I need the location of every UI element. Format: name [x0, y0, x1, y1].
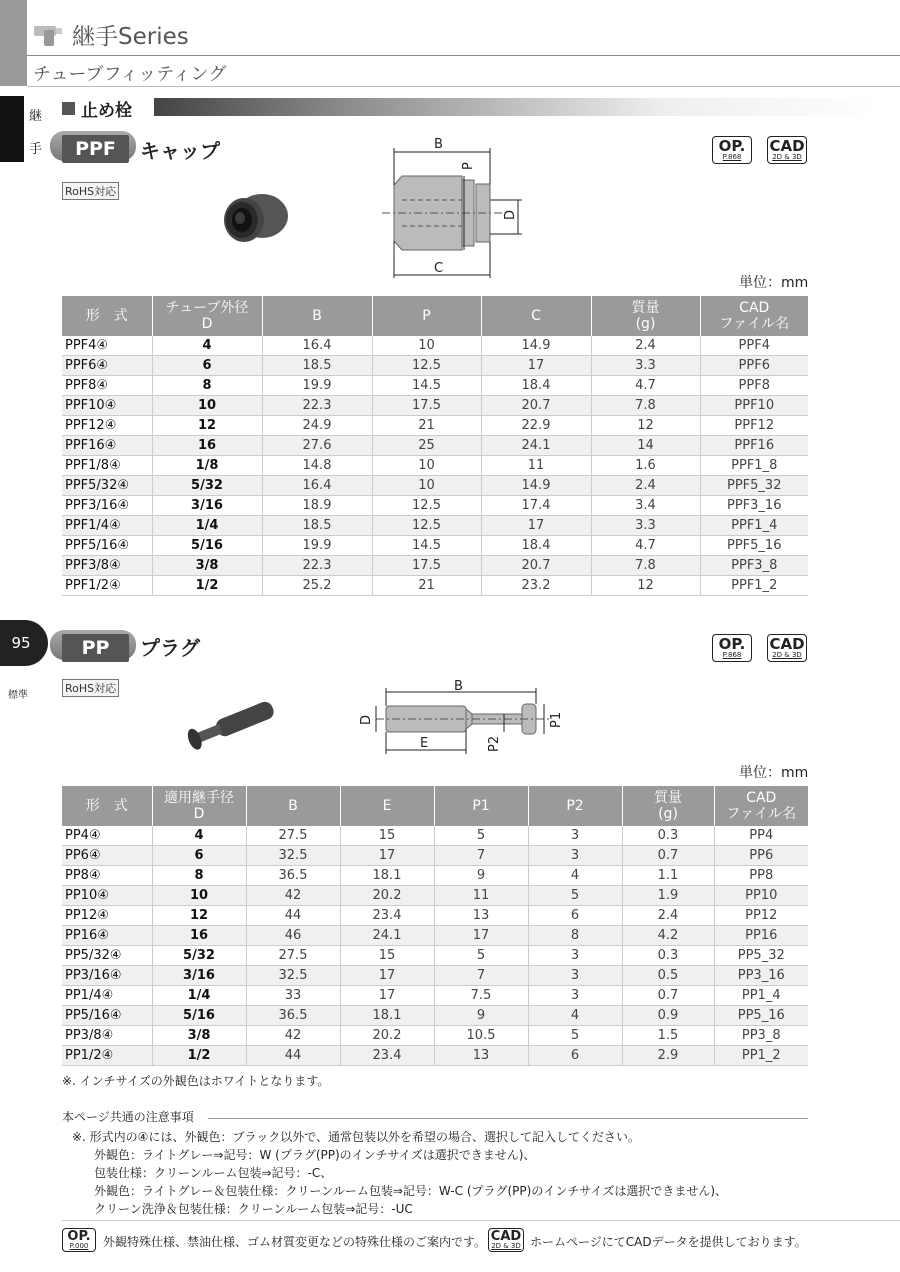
value-cell: 22.3 — [262, 556, 372, 576]
table-row — [62, 416, 808, 436]
value-cell: PPF8 — [700, 376, 808, 396]
pp-header-3: E — [340, 786, 434, 826]
value-cell: 7 — [434, 846, 528, 866]
cad-link-icon[interactable]: CAD 2D & 3D — [767, 136, 807, 164]
pp-inch-note: ※. インチサイズの外観色はホワイトとなります。 — [62, 1074, 330, 1088]
notes-line-1: ※. 形式内の④には、外観色：ブラック以外で、通常包装以外を希望の場合、選択して記入してください。 — [72, 1130, 640, 1144]
footer-divider — [62, 1220, 900, 1221]
ppf-unit-label: 単位：mm — [739, 275, 809, 291]
footer-cad-text: ホームページにてCADデータを提供しております。 — [530, 1235, 807, 1249]
pp-header-1: 適用継手径 D — [152, 786, 246, 826]
model-cell: PPF16④ — [62, 436, 152, 456]
value-cell: 18.1 — [340, 1006, 434, 1026]
value-cell: PP3_8 — [714, 1026, 808, 1046]
value-cell: 1/4 — [152, 516, 262, 536]
pp-product-photo — [178, 700, 283, 750]
pp-dim-b: B — [454, 679, 463, 694]
model-cell: PPF3/8④ — [62, 556, 152, 576]
model-cell: PPF8④ — [62, 376, 152, 396]
value-cell: 15 — [340, 826, 434, 846]
value-cell: 17 — [340, 846, 434, 866]
value-cell: 1/8 — [152, 456, 262, 476]
table-row — [62, 906, 808, 926]
table-row — [62, 1006, 808, 1026]
value-cell: 11 — [481, 456, 591, 476]
value-cell: PPF10 — [700, 396, 808, 416]
value-cell: 14.9 — [481, 476, 591, 496]
table-row — [62, 376, 808, 396]
value-cell: PP6 — [714, 846, 808, 866]
value-cell: 17 — [481, 516, 591, 536]
model-cell: PPF5/16④ — [62, 536, 152, 556]
value-cell: 17 — [340, 966, 434, 986]
value-cell: 13 — [434, 1046, 528, 1066]
value-cell: 3 — [528, 966, 622, 986]
model-cell: PPF1/2④ — [62, 576, 152, 596]
value-cell: 1/2 — [152, 1046, 246, 1066]
fitting-icon — [32, 22, 66, 48]
footer-op-text: 外観特殊仕様、禁油仕様、ゴム材質変更などの特殊仕様のご案内です。 — [103, 1235, 487, 1249]
table-row — [62, 336, 808, 356]
value-cell: 3/16 — [152, 496, 262, 516]
model-cell: PPF1/8④ — [62, 456, 152, 476]
model-cell: PP3/8④ — [62, 1026, 152, 1046]
ppf-dimension-drawing — [372, 130, 532, 280]
value-cell: PP5_32 — [714, 946, 808, 966]
ppf-product-photo — [210, 188, 290, 248]
pp-header-0: 形 式 — [62, 786, 152, 826]
model-cell: PP3/16④ — [62, 966, 152, 986]
value-cell: 9 — [434, 1006, 528, 1026]
value-cell: 17.5 — [372, 556, 481, 576]
value-cell: 5 — [434, 946, 528, 966]
value-cell: 16.4 — [262, 336, 372, 356]
value-cell: 0.7 — [622, 846, 714, 866]
value-cell: 13 — [434, 906, 528, 926]
value-cell: 3 — [528, 986, 622, 1006]
value-cell: 14.5 — [372, 536, 481, 556]
value-cell: 22.9 — [481, 416, 591, 436]
model-cell: PPF4④ — [62, 336, 152, 356]
value-cell: 12 — [152, 416, 262, 436]
value-cell: 0.7 — [622, 986, 714, 1006]
value-cell: 3.3 — [591, 516, 700, 536]
value-cell: 32.5 — [246, 966, 340, 986]
value-cell: 18.5 — [262, 356, 372, 376]
value-cell: 10.5 — [434, 1026, 528, 1046]
value-cell: 18.9 — [262, 496, 372, 516]
page-number: 95 — [0, 620, 48, 666]
value-cell: 17 — [340, 986, 434, 1006]
value-cell: 44 — [246, 1046, 340, 1066]
value-cell: 44 — [246, 906, 340, 926]
footer-cad-icon[interactable]: CAD 2D & 3D — [488, 1228, 524, 1252]
value-cell: 7.8 — [591, 556, 700, 576]
table-row — [62, 926, 808, 946]
value-cell: PPF1_2 — [700, 576, 808, 596]
value-cell: 5 — [528, 1026, 622, 1046]
ppf-header-6: CAD ファイル名 — [700, 296, 808, 336]
table-row — [62, 456, 808, 476]
value-cell: 6 — [528, 906, 622, 926]
side-tab-label-2: 手 — [29, 142, 43, 157]
side-tab-label-1: 継 — [29, 109, 43, 124]
value-cell: 4.7 — [591, 376, 700, 396]
model-cell: PPF6④ — [62, 356, 152, 376]
pp-unit-label: 単位：mm — [739, 765, 809, 781]
value-cell: 3 — [528, 946, 622, 966]
ppf-spec-table — [62, 296, 808, 596]
pp-product-name: プラグ — [140, 636, 200, 660]
table-row — [62, 1026, 808, 1046]
model-cell: PP5/32④ — [62, 946, 152, 966]
value-cell: PPF4 — [700, 336, 808, 356]
value-cell: 24.1 — [481, 436, 591, 456]
ppf-header-3: P — [372, 296, 481, 336]
value-cell: 10 — [372, 336, 481, 356]
pp-header-4: P1 — [434, 786, 528, 826]
value-cell: 36.5 — [246, 1006, 340, 1026]
header-divider — [27, 55, 900, 56]
value-cell: 3 — [528, 826, 622, 846]
value-cell: 18.5 — [262, 516, 372, 536]
model-cell: PPF1/4④ — [62, 516, 152, 536]
value-cell: 24.1 — [340, 926, 434, 946]
notes-line-4: 外観色：ライトグレー＆包装仕様：クリーンルーム包装⇒記号：W-C (プラグ(PP)のインチサイズは選択できません)、 — [94, 1184, 728, 1198]
value-cell: 14.9 — [481, 336, 591, 356]
value-cell: 11 — [434, 886, 528, 906]
model-cell: PP1/2④ — [62, 1046, 152, 1066]
ppf-dim-d: D — [503, 209, 518, 220]
section-title: 止め栓 — [81, 101, 132, 121]
ppf-badge: PPF — [62, 135, 129, 163]
value-cell: PPF5_16 — [700, 536, 808, 556]
ppf-rohs-label: RoHS対応 — [62, 182, 119, 200]
table-row — [62, 1046, 808, 1066]
value-cell: 1/4 — [152, 986, 246, 1006]
notes-line-2: 外観色：ライトグレー⇒記号：W (プラグ(PP)のインチサイズは選択できません)、 — [94, 1148, 536, 1162]
value-cell: 6 — [152, 846, 246, 866]
value-cell: 8 — [152, 376, 262, 396]
value-cell: PPF1_4 — [700, 516, 808, 536]
value-cell: PPF5_32 — [700, 476, 808, 496]
table-row — [62, 516, 808, 536]
pp-dim-p1: P1 — [549, 711, 564, 728]
section-gradient-bar — [154, 98, 880, 116]
model-cell: PP10④ — [62, 886, 152, 906]
table-row — [62, 826, 808, 846]
value-cell: 42 — [246, 886, 340, 906]
value-cell: PP1_2 — [714, 1046, 808, 1066]
model-cell: PP8④ — [62, 866, 152, 886]
table-row — [62, 946, 808, 966]
value-cell: 23.2 — [481, 576, 591, 596]
value-cell: 10 — [152, 396, 262, 416]
value-cell: 20.7 — [481, 396, 591, 416]
value-cell: 10 — [372, 456, 481, 476]
table-row — [62, 986, 808, 1006]
value-cell: 12.5 — [372, 356, 481, 376]
value-cell: 7.5 — [434, 986, 528, 1006]
table-row — [62, 496, 808, 516]
value-cell: PPF6 — [700, 356, 808, 376]
value-cell: 9 — [434, 866, 528, 886]
ppf-dim-b: B — [434, 137, 443, 152]
pp-header-6: 質量 (g) — [622, 786, 714, 826]
page-subtitle: チューブフィッティング — [33, 64, 227, 85]
value-cell: 18.1 — [340, 866, 434, 886]
value-cell: PPF3_8 — [700, 556, 808, 576]
value-cell: 4 — [528, 866, 622, 886]
value-cell: 7.8 — [591, 396, 700, 416]
value-cell: 0.9 — [622, 1006, 714, 1026]
value-cell: 20.2 — [340, 886, 434, 906]
model-cell: PP4④ — [62, 826, 152, 846]
model-cell: PP1/4④ — [62, 986, 152, 1006]
value-cell: 8 — [152, 866, 246, 886]
side-tab — [0, 96, 24, 162]
value-cell: 27.5 — [246, 826, 340, 846]
value-cell: 12 — [591, 416, 700, 436]
square-bullet-icon — [62, 102, 75, 115]
model-cell: PP5/16④ — [62, 1006, 152, 1026]
table-row — [62, 436, 808, 456]
pp-dim-p2: P2 — [487, 735, 502, 752]
value-cell: 16 — [152, 926, 246, 946]
value-cell: 18.4 — [481, 376, 591, 396]
ppf-product-name: キャップ — [140, 139, 220, 163]
value-cell: 3.3 — [591, 356, 700, 376]
value-cell: 5/32 — [152, 946, 246, 966]
value-cell: 0.3 — [622, 826, 714, 846]
value-cell: PP1_4 — [714, 986, 808, 1006]
ppf-dim-p: P — [461, 162, 476, 170]
value-cell: 17 — [434, 926, 528, 946]
value-cell: 4.2 — [622, 926, 714, 946]
value-cell: 25.2 — [262, 576, 372, 596]
table-row — [62, 556, 808, 576]
value-cell: 23.4 — [340, 906, 434, 926]
section-heading — [62, 96, 132, 121]
table-row — [62, 356, 808, 376]
value-cell: 46 — [246, 926, 340, 946]
value-cell: PP10 — [714, 886, 808, 906]
value-cell: 27.6 — [262, 436, 372, 456]
op-link-icon[interactable]: OP. P.868 — [712, 136, 752, 164]
value-cell: 1/2 — [152, 576, 262, 596]
value-cell: PP16 — [714, 926, 808, 946]
pp-rohs-label: RoHS対応 — [62, 679, 119, 697]
pp-spec-table — [62, 786, 808, 1066]
model-cell: PPF3/16④ — [62, 496, 152, 516]
value-cell: 12.5 — [372, 496, 481, 516]
value-cell: 16.4 — [262, 476, 372, 496]
value-cell: 12.5 — [372, 516, 481, 536]
table-row — [62, 576, 808, 596]
value-cell: PP5_16 — [714, 1006, 808, 1026]
value-cell: 5 — [434, 826, 528, 846]
value-cell: 2.9 — [622, 1046, 714, 1066]
value-cell: 3/16 — [152, 966, 246, 986]
value-cell: 1.6 — [591, 456, 700, 476]
value-cell: 10 — [152, 886, 246, 906]
value-cell: 3 — [528, 846, 622, 866]
header-side-bar — [0, 0, 27, 86]
value-cell: 0.5 — [622, 966, 714, 986]
value-cell: PPF12 — [700, 416, 808, 436]
value-cell: 5/16 — [152, 536, 262, 556]
ppf-header-5: 質量 (g) — [591, 296, 700, 336]
value-cell: 2.4 — [622, 906, 714, 926]
value-cell: 1.5 — [622, 1026, 714, 1046]
value-cell: PPF16 — [700, 436, 808, 456]
notes-divider — [208, 1118, 808, 1119]
cad-link-icon-2[interactable]: CAD 2D & 3D — [767, 634, 807, 662]
notes-title: 本ページ共通の注意事項 — [62, 1110, 194, 1124]
value-cell: 10 — [372, 476, 481, 496]
value-cell: 42 — [246, 1026, 340, 1046]
ppf-header-4: C — [481, 296, 591, 336]
value-cell: 23.4 — [340, 1046, 434, 1066]
pp-badge: PP — [62, 634, 129, 662]
value-cell: 4 — [528, 1006, 622, 1026]
value-cell: 5 — [528, 886, 622, 906]
value-cell: 19.9 — [262, 376, 372, 396]
value-cell: 21 — [372, 416, 481, 436]
value-cell: 22.3 — [262, 396, 372, 416]
value-cell: 6 — [152, 356, 262, 376]
value-cell: 36.5 — [246, 866, 340, 886]
value-cell: 14 — [591, 436, 700, 456]
pp-dimension-drawing — [354, 676, 574, 756]
page-title-text: 継手Series — [72, 24, 189, 50]
table-row — [62, 476, 808, 496]
value-cell: 14.5 — [372, 376, 481, 396]
value-cell: 19.9 — [262, 536, 372, 556]
value-cell: PPF1_8 — [700, 456, 808, 476]
ppf-header-2: B — [262, 296, 372, 336]
table-row — [62, 866, 808, 886]
table-row — [62, 396, 808, 416]
value-cell: 16 — [152, 436, 262, 456]
header-divider-2 — [27, 86, 900, 87]
value-cell: 0.3 — [622, 946, 714, 966]
value-cell: 1.9 — [622, 886, 714, 906]
value-cell: 17.4 — [481, 496, 591, 516]
value-cell: 15 — [340, 946, 434, 966]
value-cell: 12 — [591, 576, 700, 596]
value-cell: 32.5 — [246, 846, 340, 866]
value-cell: 18.4 — [481, 536, 591, 556]
pp-dim-e: E — [420, 736, 429, 751]
value-cell: 2.4 — [591, 476, 700, 496]
value-cell: 3/8 — [152, 1026, 246, 1046]
value-cell: 17 — [481, 356, 591, 376]
table-row — [62, 536, 808, 556]
model-cell: PPF5/32④ — [62, 476, 152, 496]
value-cell: PP8 — [714, 866, 808, 886]
value-cell: 3/8 — [152, 556, 262, 576]
value-cell: 1.1 — [622, 866, 714, 886]
value-cell: 20.7 — [481, 556, 591, 576]
ppf-header-0: 形 式 — [62, 296, 152, 336]
value-cell: 21 — [372, 576, 481, 596]
model-cell: PP12④ — [62, 906, 152, 926]
value-cell: 7 — [434, 966, 528, 986]
notes-line-5: クリーン洗浄＆包装仕様：クリーンルーム包装⇒記号：-UC — [94, 1202, 413, 1216]
page-title — [32, 18, 189, 51]
value-cell: 17.5 — [372, 396, 481, 416]
value-cell: 5/32 — [152, 476, 262, 496]
value-cell: 12 — [152, 906, 246, 926]
value-cell: 2.4 — [591, 336, 700, 356]
value-cell: PP12 — [714, 906, 808, 926]
pp-header-2: B — [246, 786, 340, 826]
table-row — [62, 846, 808, 866]
value-cell: 5/16 — [152, 1006, 246, 1026]
value-cell: 14.8 — [262, 456, 372, 476]
value-cell: PP3_16 — [714, 966, 808, 986]
page-category-label: 標準 — [8, 690, 28, 701]
model-cell: PPF12④ — [62, 416, 152, 436]
value-cell: 3.4 — [591, 496, 700, 516]
ppf-dim-c: C — [434, 261, 444, 276]
pp-dim-d: D — [359, 714, 374, 725]
model-cell: PPF10④ — [62, 396, 152, 416]
value-cell: 33 — [246, 986, 340, 1006]
ppf-header-1: チューブ外径 D — [152, 296, 262, 336]
value-cell: 20.2 — [340, 1026, 434, 1046]
value-cell: 8 — [528, 926, 622, 946]
value-cell: 4.7 — [591, 536, 700, 556]
value-cell: 4 — [152, 826, 246, 846]
table-row — [62, 966, 808, 986]
value-cell: PPF3_16 — [700, 496, 808, 516]
notes-line-3: 包装仕様：クリーンルーム包装⇒記号：-C、 — [94, 1166, 333, 1180]
value-cell: PP4 — [714, 826, 808, 846]
value-cell: 25 — [372, 436, 481, 456]
table-row — [62, 886, 808, 906]
value-cell: 6 — [528, 1046, 622, 1066]
pp-header-5: P2 — [528, 786, 622, 826]
pp-header-7: CAD ファイル名 — [714, 786, 808, 826]
value-cell: 24.9 — [262, 416, 372, 436]
value-cell: 27.5 — [246, 946, 340, 966]
model-cell: PP6④ — [62, 846, 152, 866]
value-cell: 4 — [152, 336, 262, 356]
model-cell: PP16④ — [62, 926, 152, 946]
footer-op-icon[interactable]: OP. P.000 — [62, 1228, 96, 1252]
op-link-icon-2[interactable]: OP. P.868 — [712, 634, 752, 662]
